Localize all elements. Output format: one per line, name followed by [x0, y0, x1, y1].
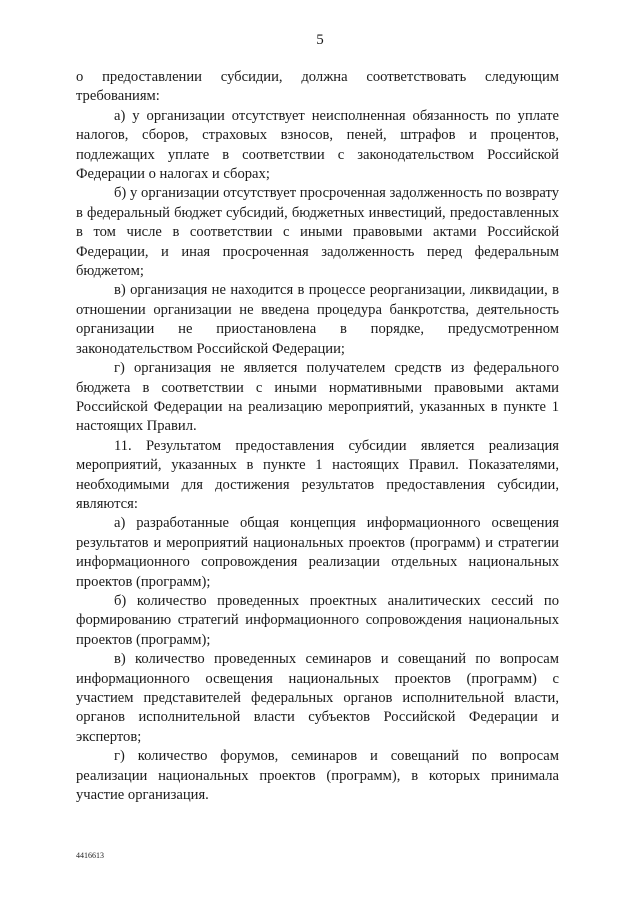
paragraph-item-a: а) у организации отсутствует неисполненная обязанность по уплате налогов, сборов, страховых взносов, пеней, штрафов и процентов, подлежащих уплате в соответствии с законодательством Российской Федерации о налогах и сборах; — [76, 107, 559, 183]
paragraph-clause-11: 11. Результатом предоставления субсидии является реализация мероприятий, указанных в пункте 1 настоящих Правил. Показателями, необходимыми для достижения результатов предоставления субсидии, являются: — [76, 437, 559, 512]
body-text — [76, 68, 559, 805]
paragraph-intro: о предоставлении субсидии, должна соответствовать следующим требованиям: — [76, 69, 559, 105]
page-number: 5 — [316, 32, 324, 48]
paragraph-item-v: в) организация не находится в процессе реорганизации, ликвидации, в отношении организации не введена процедура банкротства, деятельность организации не приостановлена в порядке, предусмотренном законодательством Российской Федерации; — [76, 282, 559, 357]
paragraph-indicator-a: а) разработанные общая концепция информационного освещения результатов и мероприятий национальных проектов (программ) и стратегии информационного сопровождения реализации отдельных национальных проектов (программ); — [76, 515, 559, 590]
paragraph-indicator-v: в) количество проведенных семинаров и совещаний по вопросам информационного освещения национальных проектов (программ) с участием представителей федеральных органов исполнительной власти, органов исполнительной власти субъектов Российской Федерации и экспертов; — [76, 651, 559, 745]
paragraph-item-g: г) организация не является получателем средств из федерального бюджета в соответствии с иными нормативными правовыми актами Российской Федерации на реализацию мероприятий, указанных в пункте 1 настоящих Правил. — [76, 360, 559, 435]
paragraph-item-b: б) у организации отсутствует просроченная задолженность по возврату в федеральный бюджет субсидий, бюджетных инвестиций, предоставленных в том числе в соответствии с иными правовыми актами Российской Федерации, и иная просроченная задолженность перед федеральным бюджетом; — [76, 185, 559, 280]
paragraph-indicator-g: г) количество форумов, семинаров и совещаний по вопросам реализации национальных проектов (программ), в которых принимала участие организация. — [76, 748, 559, 804]
paragraph-indicator-b: б) количество проведенных проектных аналитических сессий по формированию стратегий информационного сопровождения национальных проектов (программ); — [76, 592, 559, 648]
document-code: 4416613 — [76, 851, 104, 860]
